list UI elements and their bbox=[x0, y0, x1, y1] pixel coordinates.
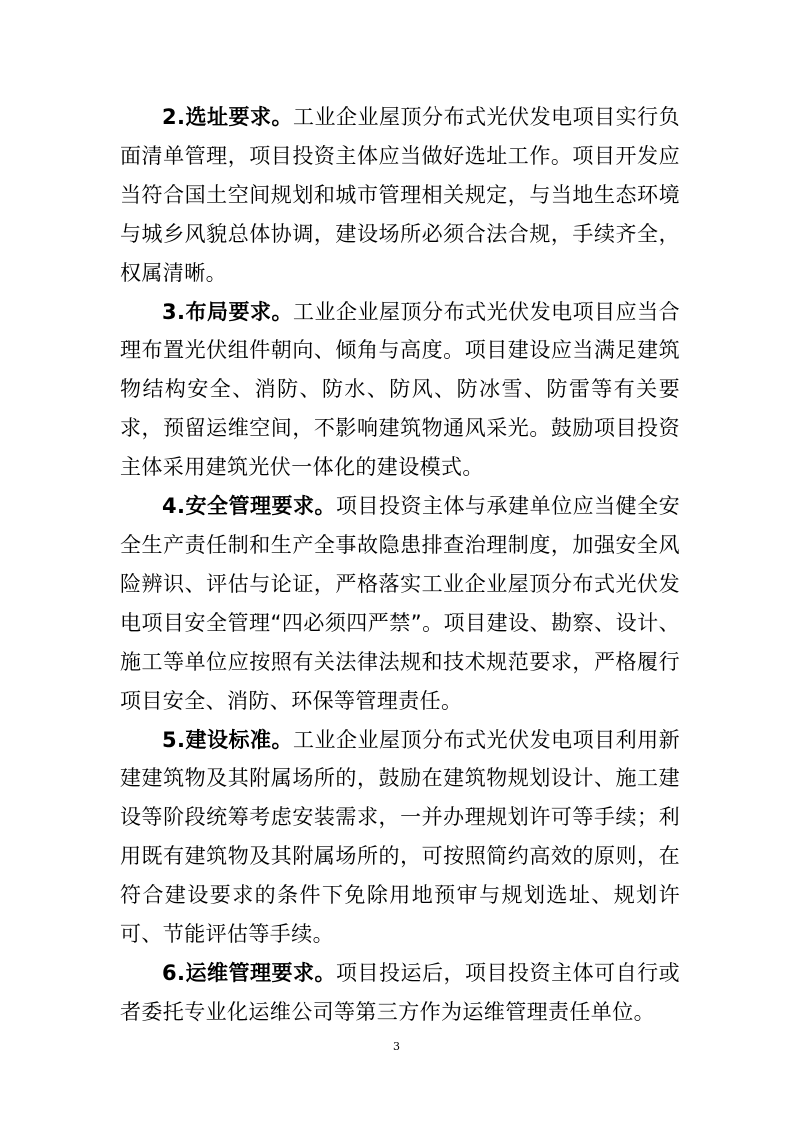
paragraph-operation-management bbox=[120, 954, 680, 1032]
paragraph-heading: 5.建设标准。 bbox=[162, 727, 294, 752]
paragraph-text: 项目投资主体与承建单位应当健全安全生产责任制和生产全事故隐患排查治理制度，加强安全风险辨识、评估与论证，严格落实工业企业屋顶分布式光伏发电项目安全管理“四必须四严禁”。项目建设、勘察、设计、施工等单位应按照有关法律法规和技术规范要求，严格履行项目安全、消防、环保等管理责任。 bbox=[120, 494, 680, 713]
paragraph-text: 工业企业屋顶分布式光伏发电项目实行负面清单管理，项目投资主体应当做好选址工作。项目开发应当符合国土空间规划和城市管理相关规定，与当地生态环境与城乡风貌总体协调，建设场所必须合法合规，手续齐全，权属清晰。 bbox=[120, 105, 681, 285]
paragraph-heading: 4.安全管理要求。 bbox=[162, 494, 337, 519]
paragraph-text: 项目投运后，项目投资主体可自行或者委托专业化运维公司等第三方作为运维管理责任单位。 bbox=[120, 960, 680, 1024]
paragraph-site-selection bbox=[120, 98, 680, 293]
paragraph-safety-management bbox=[120, 487, 680, 720]
paragraph-construction-standard bbox=[120, 721, 680, 954]
paragraph-layout bbox=[120, 293, 680, 488]
page-number: 3 bbox=[393, 1040, 400, 1053]
paragraph-heading: 3.布局要求。 bbox=[162, 299, 294, 324]
paragraph-text: 工业企业屋顶分布式光伏发电项目应当合理布置光伏组件朝向、倾角与高度。项目建设应当满足建筑物结构安全、消防、防水、防风、防冰雪、防雷等有关要求，预留运维空间，不影响建筑物通风采光。鼓励项目投资主体采用建筑光伏一体化的建设模式。 bbox=[120, 299, 681, 480]
document-body bbox=[120, 98, 680, 1032]
paragraph-heading: 6.运维管理要求。 bbox=[162, 960, 337, 985]
paragraph-heading: 2.选址要求。 bbox=[162, 105, 294, 129]
paragraph-text: 工业企业屋顶分布式光伏发电项目利用新建建筑物及其附属场所的，鼓励在建筑物规划设计、施工建设等阶段统筹考虑安装需求，一并办理规划许可等手续；利用既有建筑物及其附属场所的，可按照简约高效的原则，在符合建设要求的条件下免除用地预审与规划选址、规划许可、节能评估等手续。 bbox=[120, 727, 681, 947]
